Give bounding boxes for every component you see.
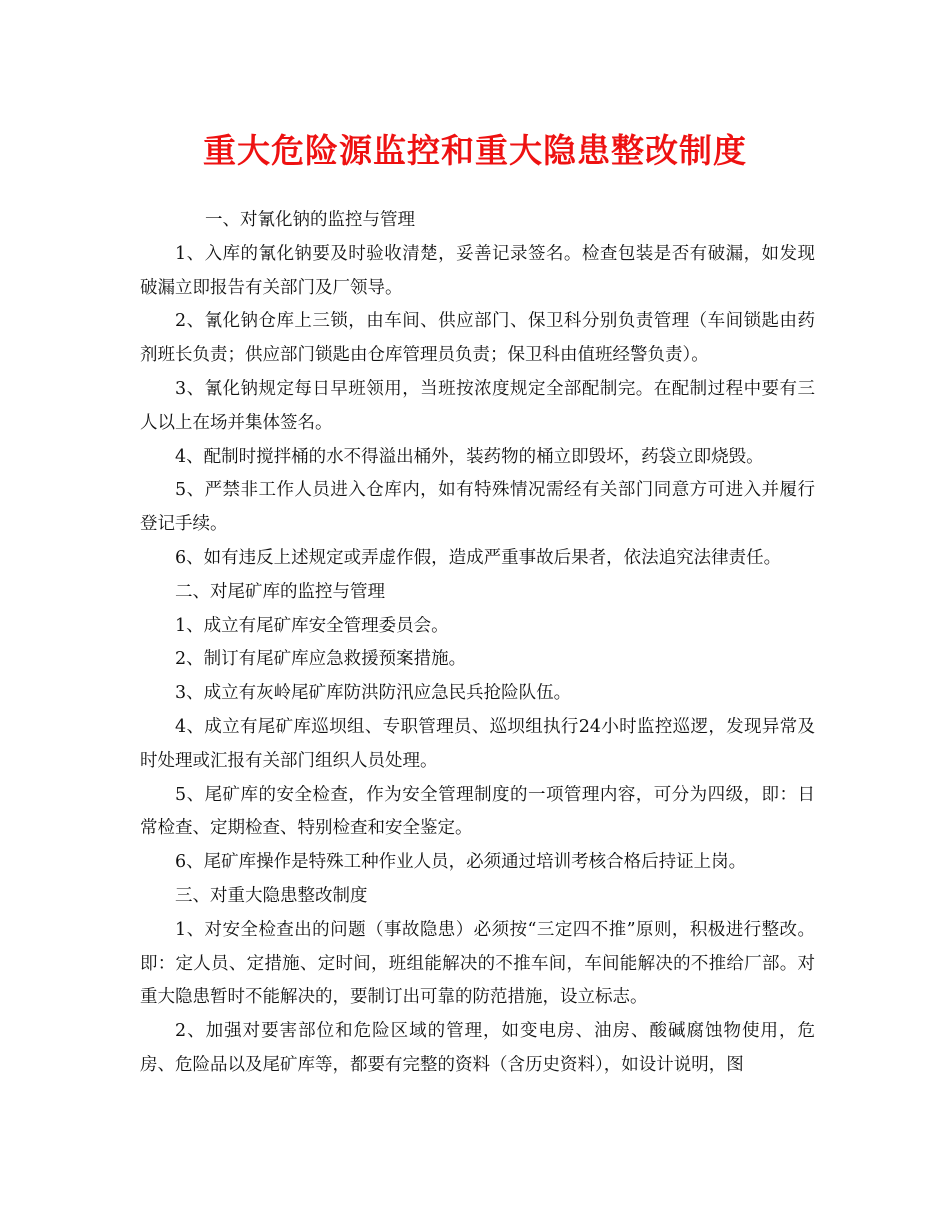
paragraph: 1、入库的氰化钠要及时验收清楚，妥善记录签名。检查包装是否有破漏，如发现破漏立即报告有关部门及厂领导。 [140,243,815,298]
paragraph: 6、尾矿库操作是特殊工种作业人员，必须通过培训考核合格后持证上岗。 [175,852,747,873]
paragraph: 2、制订有尾矿库应急救援预案措施。 [175,649,467,670]
document-title: 重大危险源监控和重大隐患整改制度 [203,131,747,170]
section-heading-2: 二、对尾矿库的监控与管理 [175,581,385,602]
paragraph: 3、氰化钠规定每日早班领用，当班按浓度规定全部配制完。在配制过程中要有三人以上在场并集体签名。 [140,378,815,433]
paragraph: 3、成立有灰岭尾矿库防洪防汛应急民兵抢险队伍。 [175,683,572,704]
section-heading-3: 三、对重大隐患整改制度 [175,885,368,906]
paragraph: 5、严禁非工作人员进入仓库内，如有特殊情况需经有关部门同意方可进入并履行登记手续。 [140,480,815,535]
section-heading-1: 一、对氰化钠的监控与管理 [205,210,415,230]
paragraph: 1、对安全检查出的问题（事故隐患）必须按“三定四不推”原则，积极进行整改。即：定人员、定措施、定时间，班组能解决的不推车间，车间能解决的不推给厂部。对重大隐患暂时不能解决的，要制订出可靠的防范措施，设立标志。 [140,919,815,1008]
paragraph: 2、加强对要害部位和危险区域的管理，如变电房、油房、酸碱腐蚀物使用，危房、危险品以及尾矿库等，都要有完整的资料（含历史资料），如设计说明，图 [140,1021,815,1075]
document-body [140,204,815,1083]
paragraph: 4、成立有尾矿库巡坝组、专职管理员、巡坝组执行24小时监控巡逻，发现异常及时处理或汇报有关部门组织人员处理。 [140,716,815,771]
paragraph: 6、如有违反上述规定或弄虚作假，造成严重事故后果者，依法追究法律责任。 [175,547,782,568]
paragraph: 4、配制时搅拌桶的水不得溢出桶外，装药物的桶立即毁坏，药袋立即烧毁。 [175,446,764,467]
paragraph: 2、氰化钠仓库上三锁，由车间、供应部门、保卫科分别负责管理（车间锁匙由药剂班长负责；供应部门锁匙由仓库管理员负责；保卫科由值班经警负责）。 [140,311,815,366]
paragraph: 1、成立有尾矿库安全管理委员会。 [175,615,449,636]
paragraph: 5、尾矿库的安全检查，作为安全管理制度的一项管理内容，可分为四级，即：日常检查、定期检查、特别检查和安全鉴定。 [140,784,815,839]
